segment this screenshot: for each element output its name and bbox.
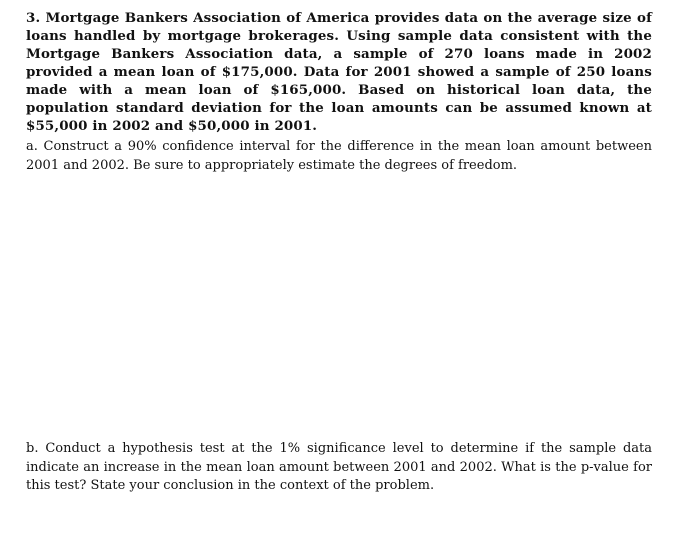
question-part-a: a. Construct a 90% confidence interval for the difference in the mean loan amount between 2001 and 2002. Be sure to appropriately estimate the degrees of freedom. [26, 139, 652, 173]
problem-statement: 3. Mortgage Bankers Association of America provides data on the average size of loans handled by mortgage brokerages. Using sample data consistent with the Mortgage Bankers Association data, a sample of 270 loans made in 2002 provided a mean loan of $175,000. Data for 2001 showed a sample of 250 loans made with a mean loan of $165,000. Based on historical loan data, the population standard deviation for the loan amounts can be assumed known at $55,000 in 2002 and $50,000 in 2001. [26, 10, 652, 134]
answer-space [26, 180, 652, 430]
question-part-b: b. Conduct a hypothesis test at the 1% significance level to determine if the sample data indicate an increase in the mean loan amount between 2001 and 2002. What is the p-value for this test? State your conclusion in the context of the problem. [26, 441, 652, 493]
